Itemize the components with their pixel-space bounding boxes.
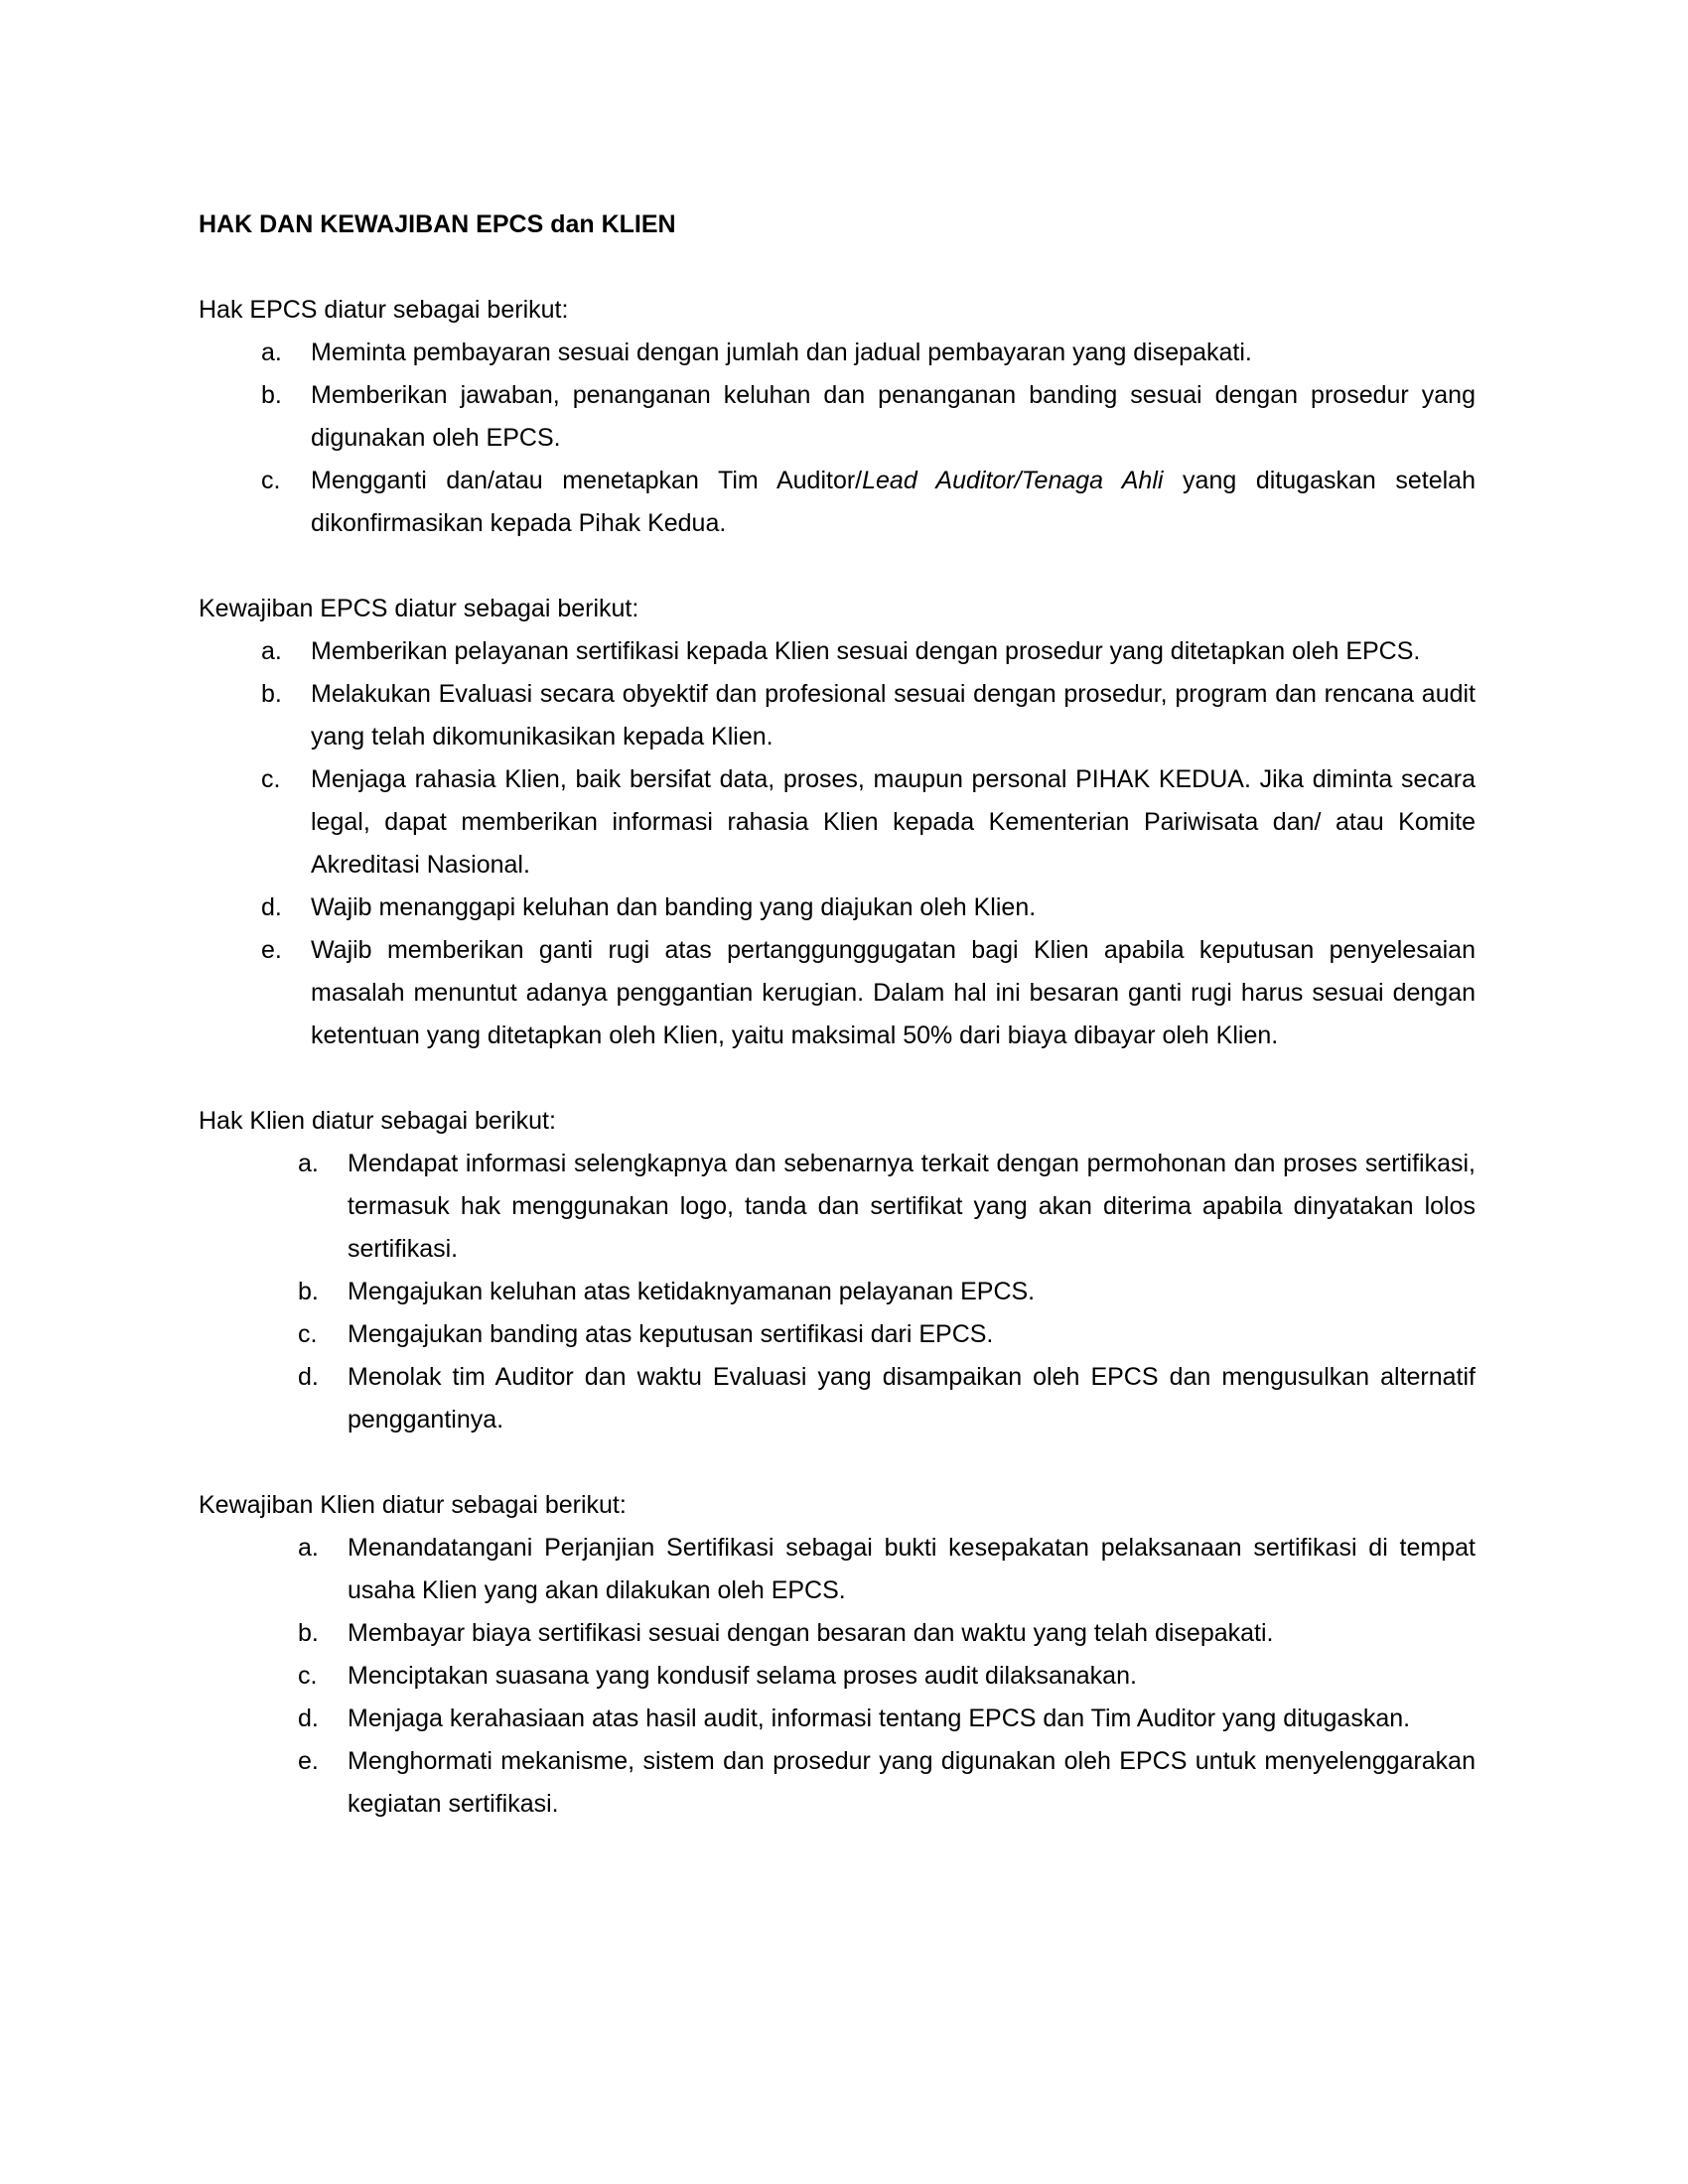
- list-item-text: Mengajukan banding atas keputusan sertifikasi dari EPCS.: [348, 1320, 994, 1348]
- document-body: [199, 204, 1476, 1826]
- list-item: [199, 630, 1476, 673]
- item-list: [199, 332, 1476, 545]
- list-marker: a.: [298, 1534, 319, 1562]
- section-kewajiban-klien: [199, 1484, 1476, 1826]
- list-marker: d.: [298, 1705, 319, 1732]
- list-marker: d.: [261, 893, 282, 921]
- italic-text-segment: Lead Auditor/Tenaga Ahli: [862, 467, 1164, 494]
- list-item: [199, 1143, 1476, 1271]
- item-list: [199, 1143, 1476, 1441]
- list-item-text: Melakukan Evaluasi secara obyektif dan profesional sesuai dengan prosedur, program dan rencana audit yang telah dikomunikasikan kepada Klien.: [311, 680, 1476, 751]
- document-title: HAK DAN KEWAJIBAN EPCS dan KLIEN: [199, 210, 676, 238]
- list-item-text: Menjaga rahasia Klien, baik bersifat data, proses, maupun personal PIHAK KEDUA. Jika diminta secara legal, dapat memberikan informasi rahasia Klien kepada Kementerian Pariwisata dan/ atau Komite Akreditasi Nasional.: [311, 765, 1476, 879]
- section-heading: Kewajiban Klien diatur sebagai berikut:: [199, 1491, 627, 1519]
- list-item-text: Meminta pembayaran sesuai dengan jumlah dan jadual pembayaran yang disepakati.: [311, 339, 1252, 366]
- list-item-text: Mendapat informasi selengkapnya dan sebenarnya terkait dengan permohonan dan proses sertifikasi, termasuk hak menggunakan logo, tanda dan sertifikat yang akan diterima apabila dinyatakan lolos sertifikasi.: [348, 1150, 1476, 1263]
- list-item: [199, 929, 1476, 1057]
- list-item: [199, 460, 1476, 545]
- list-item: [199, 1612, 1476, 1655]
- section-heading: Hak EPCS diatur sebagai berikut:: [199, 296, 569, 324]
- list-marker: e.: [298, 1747, 319, 1775]
- list-marker: a.: [261, 637, 282, 665]
- list-item: [199, 887, 1476, 929]
- list-item-text: Menghormati mekanisme, sistem dan prosedur yang digunakan oleh EPCS untuk menyelenggarakan kegiatan sertifikasi.: [348, 1747, 1476, 1818]
- list-item: [199, 1271, 1476, 1313]
- list-item: [199, 1527, 1476, 1612]
- list-item: [199, 1356, 1476, 1441]
- text-segment: Mengganti dan/atau menetapkan Tim Auditor/: [311, 467, 863, 494]
- list-marker: b.: [261, 680, 282, 708]
- list-item: [199, 1655, 1476, 1698]
- item-list: [199, 630, 1476, 1057]
- list-marker: b.: [298, 1619, 319, 1647]
- list-item-text: Memberikan jawaban, penanganan keluhan dan penanganan banding sesuai dengan prosedur yang digunakan oleh EPCS.: [311, 381, 1476, 452]
- list-item: [199, 1740, 1476, 1826]
- list-item-text: Menjaga kerahasiaan atas hasil audit, informasi tentang EPCS dan Tim Auditor yang ditugaskan.: [348, 1705, 1411, 1732]
- list-item: [199, 332, 1476, 374]
- list-item-text: Memberikan pelayanan sertifikasi kepada Klien sesuai dengan prosedur yang ditetapkan oleh EPCS.: [311, 637, 1421, 665]
- list-item: [199, 374, 1476, 460]
- list-item-text: Wajib memberikan ganti rugi atas pertanggunggugatan bagi Klien apabila keputusan penyelesaian masalah menuntut adanya penggantian kerugian. Dalam hal ini besaran ganti rugi harus sesuai dengan ketentuan yang ditetapkan oleh Klien, yaitu maksimal 50% dari biaya dibayar oleh Klien.: [311, 936, 1476, 1049]
- list-item-text: [311, 460, 1476, 545]
- list-marker: c.: [261, 765, 281, 793]
- list-marker: b.: [261, 381, 282, 409]
- list-marker: d.: [298, 1363, 319, 1391]
- list-item-text: Membayar biaya sertifikasi sesuai dengan besaran dan waktu yang telah disepakati.: [348, 1619, 1274, 1647]
- list-item: [199, 673, 1476, 758]
- list-item-text: Menandatangani Perjanjian Sertifikasi sebagai bukti kesepakatan pelaksanaan sertifikasi di tempat usaha Klien yang akan dilakukan oleh EPCS.: [348, 1534, 1476, 1604]
- list-marker: c.: [298, 1320, 318, 1348]
- list-item: [199, 758, 1476, 887]
- list-item-text: Menciptakan suasana yang kondusif selama proses audit dilaksanakan.: [348, 1662, 1137, 1690]
- list-marker: b.: [298, 1278, 319, 1305]
- list-item-text: Wajib menanggapi keluhan dan banding yang diajukan oleh Klien.: [311, 893, 1037, 921]
- section-heading: Hak Klien diatur sebagai berikut:: [199, 1107, 556, 1135]
- section-kewajiban-epcs: [199, 588, 1476, 1057]
- list-marker: c.: [298, 1662, 318, 1690]
- section-heading: Kewajiban EPCS diatur sebagai berikut:: [199, 595, 639, 622]
- list-item: [199, 1698, 1476, 1740]
- list-item: [199, 1313, 1476, 1356]
- list-marker: c.: [261, 467, 281, 494]
- item-list: [199, 1527, 1476, 1826]
- list-item-text: Mengajukan keluhan atas ketidaknyamanan pelayanan EPCS.: [348, 1278, 1036, 1305]
- section-hak-klien: [199, 1100, 1476, 1441]
- list-marker: e.: [261, 936, 282, 964]
- list-marker: a.: [261, 339, 282, 366]
- list-marker: a.: [298, 1150, 319, 1177]
- text-segment: yang ditugaskan setelah dikonfirmasikan kepada Pihak Kedua.: [311, 467, 1476, 537]
- section-hak-epcs: [199, 289, 1476, 545]
- list-item-text: Menolak tim Auditor dan waktu Evaluasi yang disampaikan oleh EPCS dan mengusulkan alternatif penggantinya.: [348, 1363, 1476, 1433]
